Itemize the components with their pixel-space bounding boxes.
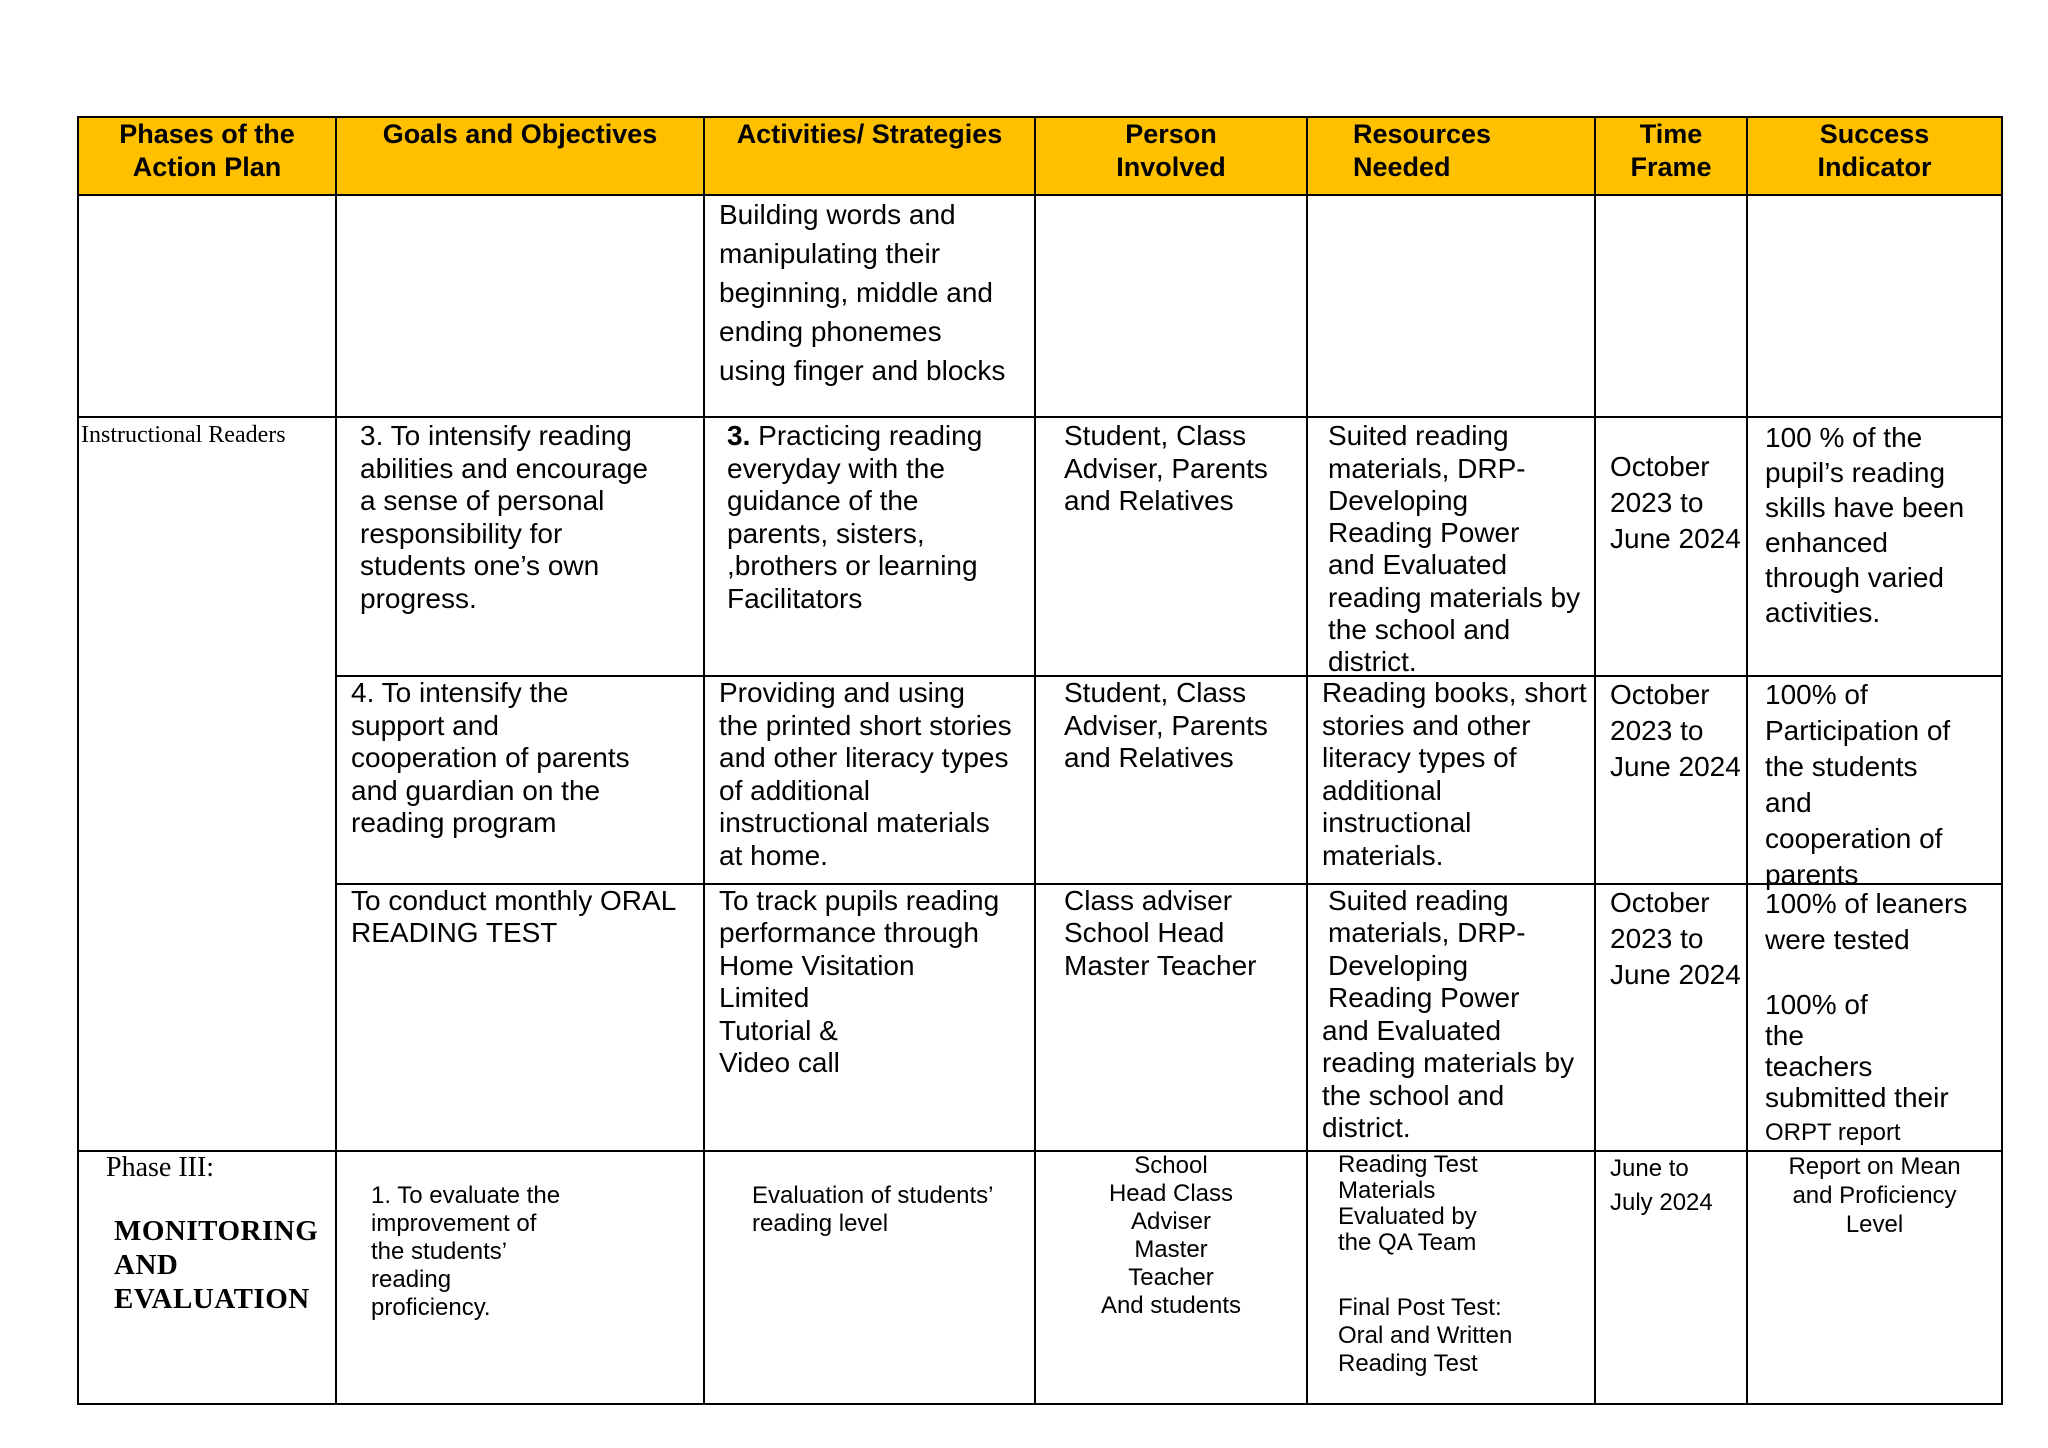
success-text: 100 % of the pupil’s reading skills have been enhanced through varied activities. bbox=[1765, 422, 1965, 629]
person-text: School Head Class Adviser Master Teacher And students bbox=[1100, 1151, 1242, 1319]
table-row bbox=[78, 195, 2002, 417]
resources-cell bbox=[1307, 1151, 1595, 1404]
success-text: Report on Mean and Proficiency Level bbox=[1788, 1152, 1961, 1238]
resources-cell bbox=[1307, 884, 1595, 1151]
success-text-a: 100% of leaners were tested bbox=[1765, 887, 1968, 955]
action-plan-table bbox=[77, 116, 2003, 1405]
goal-cell bbox=[336, 884, 704, 1151]
goal-cell bbox=[336, 417, 704, 676]
phase-title: Phase III: bbox=[106, 1151, 215, 1183]
success-cell bbox=[1747, 195, 2002, 417]
timeframe-cell bbox=[1595, 676, 1747, 883]
header-row bbox=[78, 117, 2002, 195]
table-row bbox=[78, 1151, 2002, 1404]
header-activities: Activities/ Strategies bbox=[704, 117, 1035, 195]
phase-label: Instructional Readers bbox=[81, 422, 286, 449]
person-cell bbox=[1035, 676, 1307, 883]
table-row bbox=[78, 676, 2002, 883]
phase-name: MONITORING AND EVALUATION bbox=[114, 1214, 319, 1315]
timeframe-text: October 2023 to June 2024 bbox=[1610, 886, 1741, 990]
phase-cell bbox=[78, 1151, 336, 1404]
success-cell bbox=[1747, 1151, 2002, 1404]
success-cell bbox=[1747, 884, 2002, 1151]
resources-text-b: and Evaluated reading materials by the school and district. bbox=[1322, 1014, 1575, 1144]
goal-text: To conduct monthly ORAL READING TEST bbox=[351, 884, 677, 949]
person-text: Student, Class Adviser, Parents and Relatives bbox=[1064, 420, 1268, 517]
goal-text: 3. To intensify reading abilities and encourage a sense of personal responsibility for students one’s own progress. bbox=[360, 420, 648, 614]
phase-cell bbox=[78, 417, 336, 1151]
timeframe-cell bbox=[1595, 884, 1747, 1151]
person-cell bbox=[1035, 417, 1307, 676]
activity-number: 3. bbox=[727, 420, 751, 452]
activity-body: Practicing reading everyday with the guidance of the parents, sisters, ,brothers or learning Facilitators bbox=[727, 420, 983, 614]
header-success: Success Indicator bbox=[1747, 117, 2002, 195]
goal-text: 4. To intensify the support and cooperation of parents and guardian on the reading program bbox=[351, 677, 630, 839]
resources-cell bbox=[1307, 417, 1595, 676]
resources-text-a: Reading Test Materials Evaluated by the QA Team bbox=[1338, 1150, 1478, 1256]
timeframe-text: June to July 2024 bbox=[1610, 1154, 1713, 1216]
resources-text-a: Suited reading materials, DRP- Developing Reading Power bbox=[1328, 884, 1526, 1014]
table-row bbox=[78, 884, 2002, 1151]
header-resources: Resources Needed bbox=[1307, 117, 1595, 195]
header-goals: Goals and Objectives bbox=[336, 117, 704, 195]
header-timeframe: Time Frame bbox=[1595, 117, 1747, 195]
activity-text: Building words and manipulating their beginning, middle and ending phonemes using finger and blocks bbox=[719, 199, 1006, 387]
activity-cell bbox=[704, 195, 1035, 417]
person-cell bbox=[1035, 884, 1307, 1151]
person-text: Class adviser School Head Master Teacher bbox=[1064, 884, 1257, 981]
timeframe-cell bbox=[1595, 195, 1747, 417]
header-person: Person Involved bbox=[1035, 117, 1307, 195]
person-cell bbox=[1035, 1151, 1307, 1404]
timeframe-text: October 2023 to June 2024 bbox=[1610, 679, 1741, 783]
activity-cell bbox=[704, 1151, 1035, 1404]
activity-text: Evaluation of students’ reading level bbox=[752, 1181, 994, 1237]
timeframe-cell bbox=[1595, 1151, 1747, 1404]
resources-text: Reading books, short stories and other literacy types of additional instructional materials. bbox=[1322, 677, 1587, 871]
person-cell bbox=[1035, 195, 1307, 417]
timeframe-text: October 2023 to June 2024 bbox=[1610, 451, 1741, 555]
resources-text: Suited reading materials, DRP- Developing Reading Power and Evaluated reading materials by the school and district. bbox=[1328, 420, 1581, 678]
phase-cell bbox=[78, 195, 336, 417]
activity-text bbox=[727, 420, 982, 615]
goal-text: 1. To evaluate the improvement of the students’ reading proficiency. bbox=[371, 1181, 561, 1321]
goal-cell bbox=[336, 676, 704, 883]
success-cell bbox=[1747, 417, 2002, 676]
person-text: Student, Class Adviser, Parents and Relatives bbox=[1064, 677, 1268, 774]
table-row bbox=[78, 417, 2002, 676]
goal-cell bbox=[336, 1151, 704, 1404]
success-text: 100% of Participation of the students and cooperation of parents bbox=[1765, 679, 1951, 891]
activity-cell bbox=[704, 417, 1035, 676]
success-cell bbox=[1747, 676, 2002, 891]
header-phases: Phases of the Action Plan bbox=[78, 117, 336, 195]
success-text-c: ORPT report bbox=[1765, 1118, 1901, 1146]
resources-cell bbox=[1307, 676, 1595, 883]
goal-cell bbox=[336, 195, 704, 417]
timeframe-cell bbox=[1595, 417, 1747, 676]
success-text-b: 100% of the teachers submitted their bbox=[1765, 988, 1949, 1113]
activity-cell bbox=[704, 676, 1035, 883]
activity-text: Providing and using the printed short stories and other literacy types of additional instructional materials at home. bbox=[719, 677, 1012, 871]
activity-cell bbox=[704, 884, 1035, 1151]
activity-text: To track pupils reading performance through Home Visitation Limited Tutorial & Video call bbox=[719, 884, 1000, 1079]
resources-cell bbox=[1307, 195, 1595, 417]
resources-text-b: Final Post Test: Oral and Written Reading Test bbox=[1338, 1293, 1513, 1377]
